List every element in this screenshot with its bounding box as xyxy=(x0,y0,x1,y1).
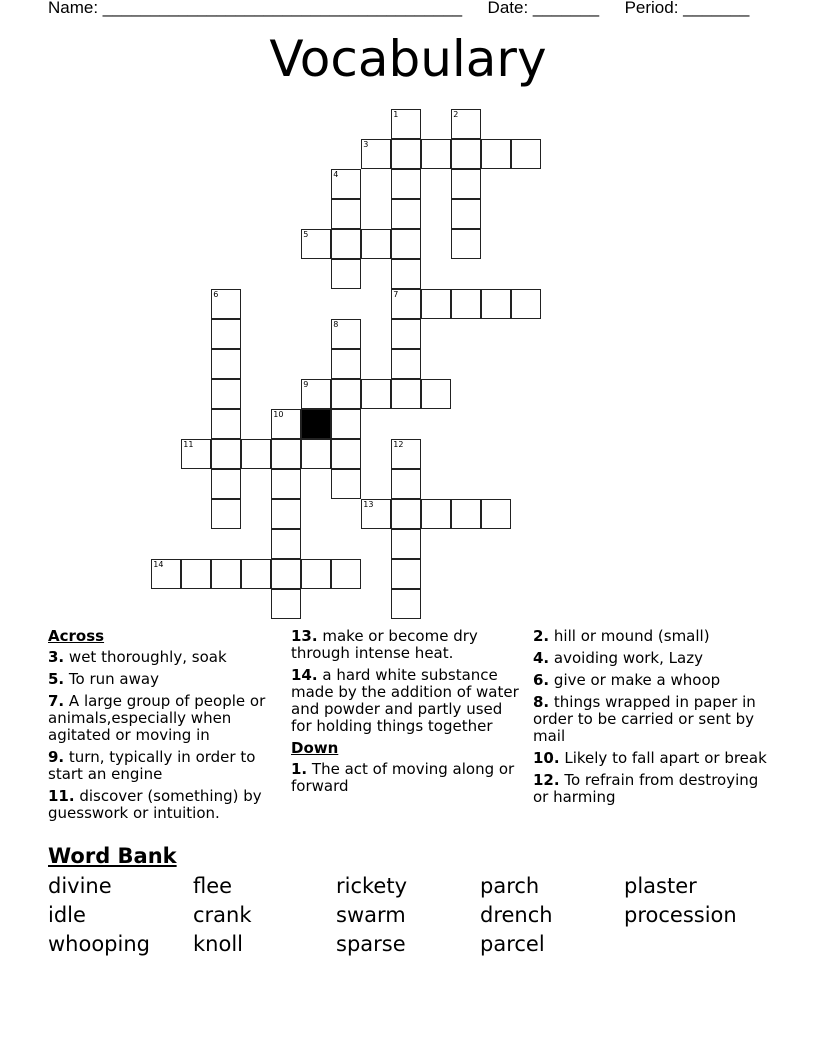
cell-number: 2 xyxy=(453,110,459,120)
word-bank-item: divine xyxy=(48,874,112,898)
word-bank-item: parch xyxy=(480,874,540,898)
crossword-black-cell xyxy=(301,409,331,439)
crossword-cell[interactable] xyxy=(391,139,421,169)
clue-number: 4. xyxy=(533,649,550,667)
crossword-cell[interactable] xyxy=(451,109,481,139)
clue-down-8 xyxy=(533,694,773,745)
crossword-cell[interactable] xyxy=(391,529,421,559)
clue-text: things wrapped in paper in order to be carried or sent by mail xyxy=(533,693,756,745)
word-bank-item: crank xyxy=(193,903,252,927)
crossword-cell[interactable] xyxy=(511,289,541,319)
clue-number: 8. xyxy=(533,693,550,711)
clue-across-7 xyxy=(48,693,278,744)
word-bank-item: parcel xyxy=(480,932,545,956)
crossword-cell[interactable] xyxy=(331,169,361,199)
cell-number: 8 xyxy=(333,320,339,330)
clue-number: 5. xyxy=(48,670,65,688)
crossword-cell[interactable] xyxy=(211,559,241,589)
crossword-cell[interactable] xyxy=(451,139,481,169)
crossword-cell[interactable] xyxy=(331,409,361,439)
clue-number: 12. xyxy=(533,771,560,789)
word-bank-item: procession xyxy=(624,903,737,927)
cell-number: 11 xyxy=(183,440,194,450)
clue-text: A large group of people or animals,especially when agitated or moving in xyxy=(48,692,266,744)
crossword-cell[interactable] xyxy=(421,379,451,409)
clue-text: hill or mound (small) xyxy=(553,627,710,645)
crossword-cell[interactable] xyxy=(361,229,391,259)
down-heading: Down xyxy=(291,739,339,757)
crossword-cell[interactable] xyxy=(271,439,301,469)
clue-down-6 xyxy=(533,672,773,689)
crossword-cell[interactable] xyxy=(211,379,241,409)
clue-across-14 xyxy=(291,667,526,735)
cell-number: 13 xyxy=(363,500,374,510)
clue-text: The act of moving along or forward xyxy=(291,760,515,795)
word-bank-item: knoll xyxy=(193,932,243,956)
clue-number: 10. xyxy=(533,749,560,767)
crossword-cell[interactable] xyxy=(481,499,511,529)
clue-number: 7. xyxy=(48,692,65,710)
word-bank xyxy=(48,872,768,959)
crossword-cell[interactable] xyxy=(451,229,481,259)
crossword-cell[interactable] xyxy=(361,499,391,529)
crossword-cell[interactable] xyxy=(211,499,241,529)
crossword-cell[interactable] xyxy=(331,439,361,469)
clue-number: 2. xyxy=(533,627,550,645)
clue-text: Likely to fall apart or break xyxy=(564,749,767,767)
clue-across-11 xyxy=(48,788,278,822)
crossword-cell[interactable] xyxy=(391,439,421,469)
clue-across-3 xyxy=(48,649,278,666)
crossword-cell[interactable] xyxy=(211,349,241,379)
crossword-cell[interactable] xyxy=(391,319,421,349)
clue-number: 14. xyxy=(291,666,318,684)
period-field[interactable]: Period: _______ xyxy=(624,0,750,17)
crossword-cell[interactable] xyxy=(391,349,421,379)
crossword-cell[interactable] xyxy=(451,289,481,319)
clue-text: To refrain from destroying or harming xyxy=(533,771,759,806)
page-title: Vocabulary xyxy=(269,30,547,88)
crossword-cell[interactable] xyxy=(391,379,421,409)
clue-number: 13. xyxy=(291,627,318,645)
crossword-cell[interactable] xyxy=(331,259,361,289)
crossword-cell[interactable] xyxy=(241,439,271,469)
clue-across-13 xyxy=(291,628,526,662)
word-bank-item: drench xyxy=(480,903,553,927)
clue-number: 1. xyxy=(291,760,308,778)
clue-text: avoiding work, Lazy xyxy=(553,649,703,667)
crossword-cell[interactable] xyxy=(271,559,301,589)
clue-number: 6. xyxy=(533,671,550,689)
crossword-cell[interactable] xyxy=(211,409,241,439)
clue-number: 3. xyxy=(48,648,65,666)
clues-column-3 xyxy=(533,628,773,811)
crossword-cell[interactable] xyxy=(331,199,361,229)
word-bank-item: sparse xyxy=(336,932,406,956)
cell-number: 14 xyxy=(153,560,164,570)
word-bank-heading: Word Bank xyxy=(48,844,177,868)
cell-number: 1 xyxy=(393,110,399,120)
clue-text: give or make a whoop xyxy=(553,671,721,689)
cell-number: 5 xyxy=(303,230,309,240)
crossword-cell[interactable] xyxy=(241,559,271,589)
worksheet-header xyxy=(48,0,749,18)
crossword-cell[interactable] xyxy=(391,589,421,619)
clue-text: To run away xyxy=(68,670,159,688)
clues-column-1 xyxy=(48,628,278,827)
crossword-cell[interactable] xyxy=(181,439,211,469)
word-bank-item: whooping xyxy=(48,932,150,956)
crossword-cell[interactable] xyxy=(451,199,481,229)
crossword-cell[interactable] xyxy=(391,499,421,529)
word-bank-item: plaster xyxy=(624,874,697,898)
clue-down-10 xyxy=(533,750,773,767)
crossword-cell[interactable] xyxy=(391,469,421,499)
word-bank-item: idle xyxy=(48,903,86,927)
clue-number: 11. xyxy=(48,787,75,805)
crossword-cell[interactable] xyxy=(271,589,301,619)
clue-text: wet thoroughly, soak xyxy=(68,648,227,666)
crossword-cell[interactable] xyxy=(271,409,301,439)
crossword-cell[interactable] xyxy=(451,169,481,199)
cell-number: 6 xyxy=(213,290,219,300)
crossword-cell[interactable] xyxy=(331,229,361,259)
crossword-cell[interactable] xyxy=(361,379,391,409)
crossword-cell[interactable] xyxy=(391,259,421,289)
cell-number: 7 xyxy=(393,290,399,300)
clue-text: a hard white substance made by the addition of water and powder and partly used for holding things together xyxy=(291,666,519,735)
crossword-cell[interactable] xyxy=(271,529,301,559)
clues-column-2 xyxy=(291,628,526,800)
word-bank-item: swarm xyxy=(336,903,406,927)
crossword-cell[interactable] xyxy=(271,499,301,529)
crossword-cell[interactable] xyxy=(331,319,361,349)
clue-across-5 xyxy=(48,671,278,688)
crossword-cell[interactable] xyxy=(211,439,241,469)
crossword-cell[interactable] xyxy=(331,379,361,409)
word-bank-item: flee xyxy=(193,874,233,898)
crossword-cell[interactable] xyxy=(301,379,331,409)
word-bank-item: rickety xyxy=(336,874,408,898)
clue-text: discover (something) by guesswork or intuition. xyxy=(48,787,262,822)
crossword-cell[interactable] xyxy=(391,109,421,139)
cell-number: 9 xyxy=(303,380,309,390)
crossword-cell[interactable] xyxy=(361,139,391,169)
crossword-cell[interactable] xyxy=(451,499,481,529)
clue-text: make or become dry through intense heat. xyxy=(291,627,478,662)
cell-number: 12 xyxy=(393,440,404,450)
crossword-cell[interactable] xyxy=(301,559,331,589)
clue-down-12 xyxy=(533,772,773,806)
cell-number: 3 xyxy=(363,140,369,150)
clue-across-9 xyxy=(48,749,278,783)
clue-text: turn, typically in order to start an engine xyxy=(48,748,256,783)
clue-number: 9. xyxy=(48,748,65,766)
across-heading: Across xyxy=(48,627,105,645)
clue-down-4 xyxy=(533,650,773,667)
name-field[interactable]: Name: ______________________________________ xyxy=(48,0,463,17)
crossword-cell[interactable] xyxy=(481,139,511,169)
crossword-cell[interactable] xyxy=(211,319,241,349)
crossword-cell[interactable] xyxy=(181,559,211,589)
crossword-cell[interactable] xyxy=(331,469,361,499)
crossword-cell[interactable] xyxy=(271,469,301,499)
crossword-cell[interactable] xyxy=(331,559,361,589)
crossword-cell[interactable] xyxy=(331,349,361,379)
clue-down-1 xyxy=(291,761,526,795)
cell-number: 10 xyxy=(273,410,284,420)
crossword-cell[interactable] xyxy=(391,169,421,199)
cell-number: 4 xyxy=(333,170,339,180)
crossword-cell[interactable] xyxy=(301,439,331,469)
crossword-cell[interactable] xyxy=(301,229,331,259)
clue-down-2 xyxy=(533,628,773,645)
crossword-cell[interactable] xyxy=(481,289,511,319)
crossword-cell[interactable] xyxy=(511,139,541,169)
crossword-cell[interactable] xyxy=(421,499,451,529)
crossword-cell[interactable] xyxy=(391,229,421,259)
crossword-cell[interactable] xyxy=(211,469,241,499)
crossword-cell[interactable] xyxy=(421,139,451,169)
crossword-cell[interactable] xyxy=(391,559,421,589)
crossword-cell[interactable] xyxy=(211,289,241,319)
crossword-grid xyxy=(152,110,552,630)
crossword-cell[interactable] xyxy=(421,289,451,319)
crossword-cell[interactable] xyxy=(151,559,181,589)
crossword-cell[interactable] xyxy=(391,289,421,319)
date-field[interactable]: Date: _______ xyxy=(487,0,600,17)
crossword-cell[interactable] xyxy=(391,199,421,229)
